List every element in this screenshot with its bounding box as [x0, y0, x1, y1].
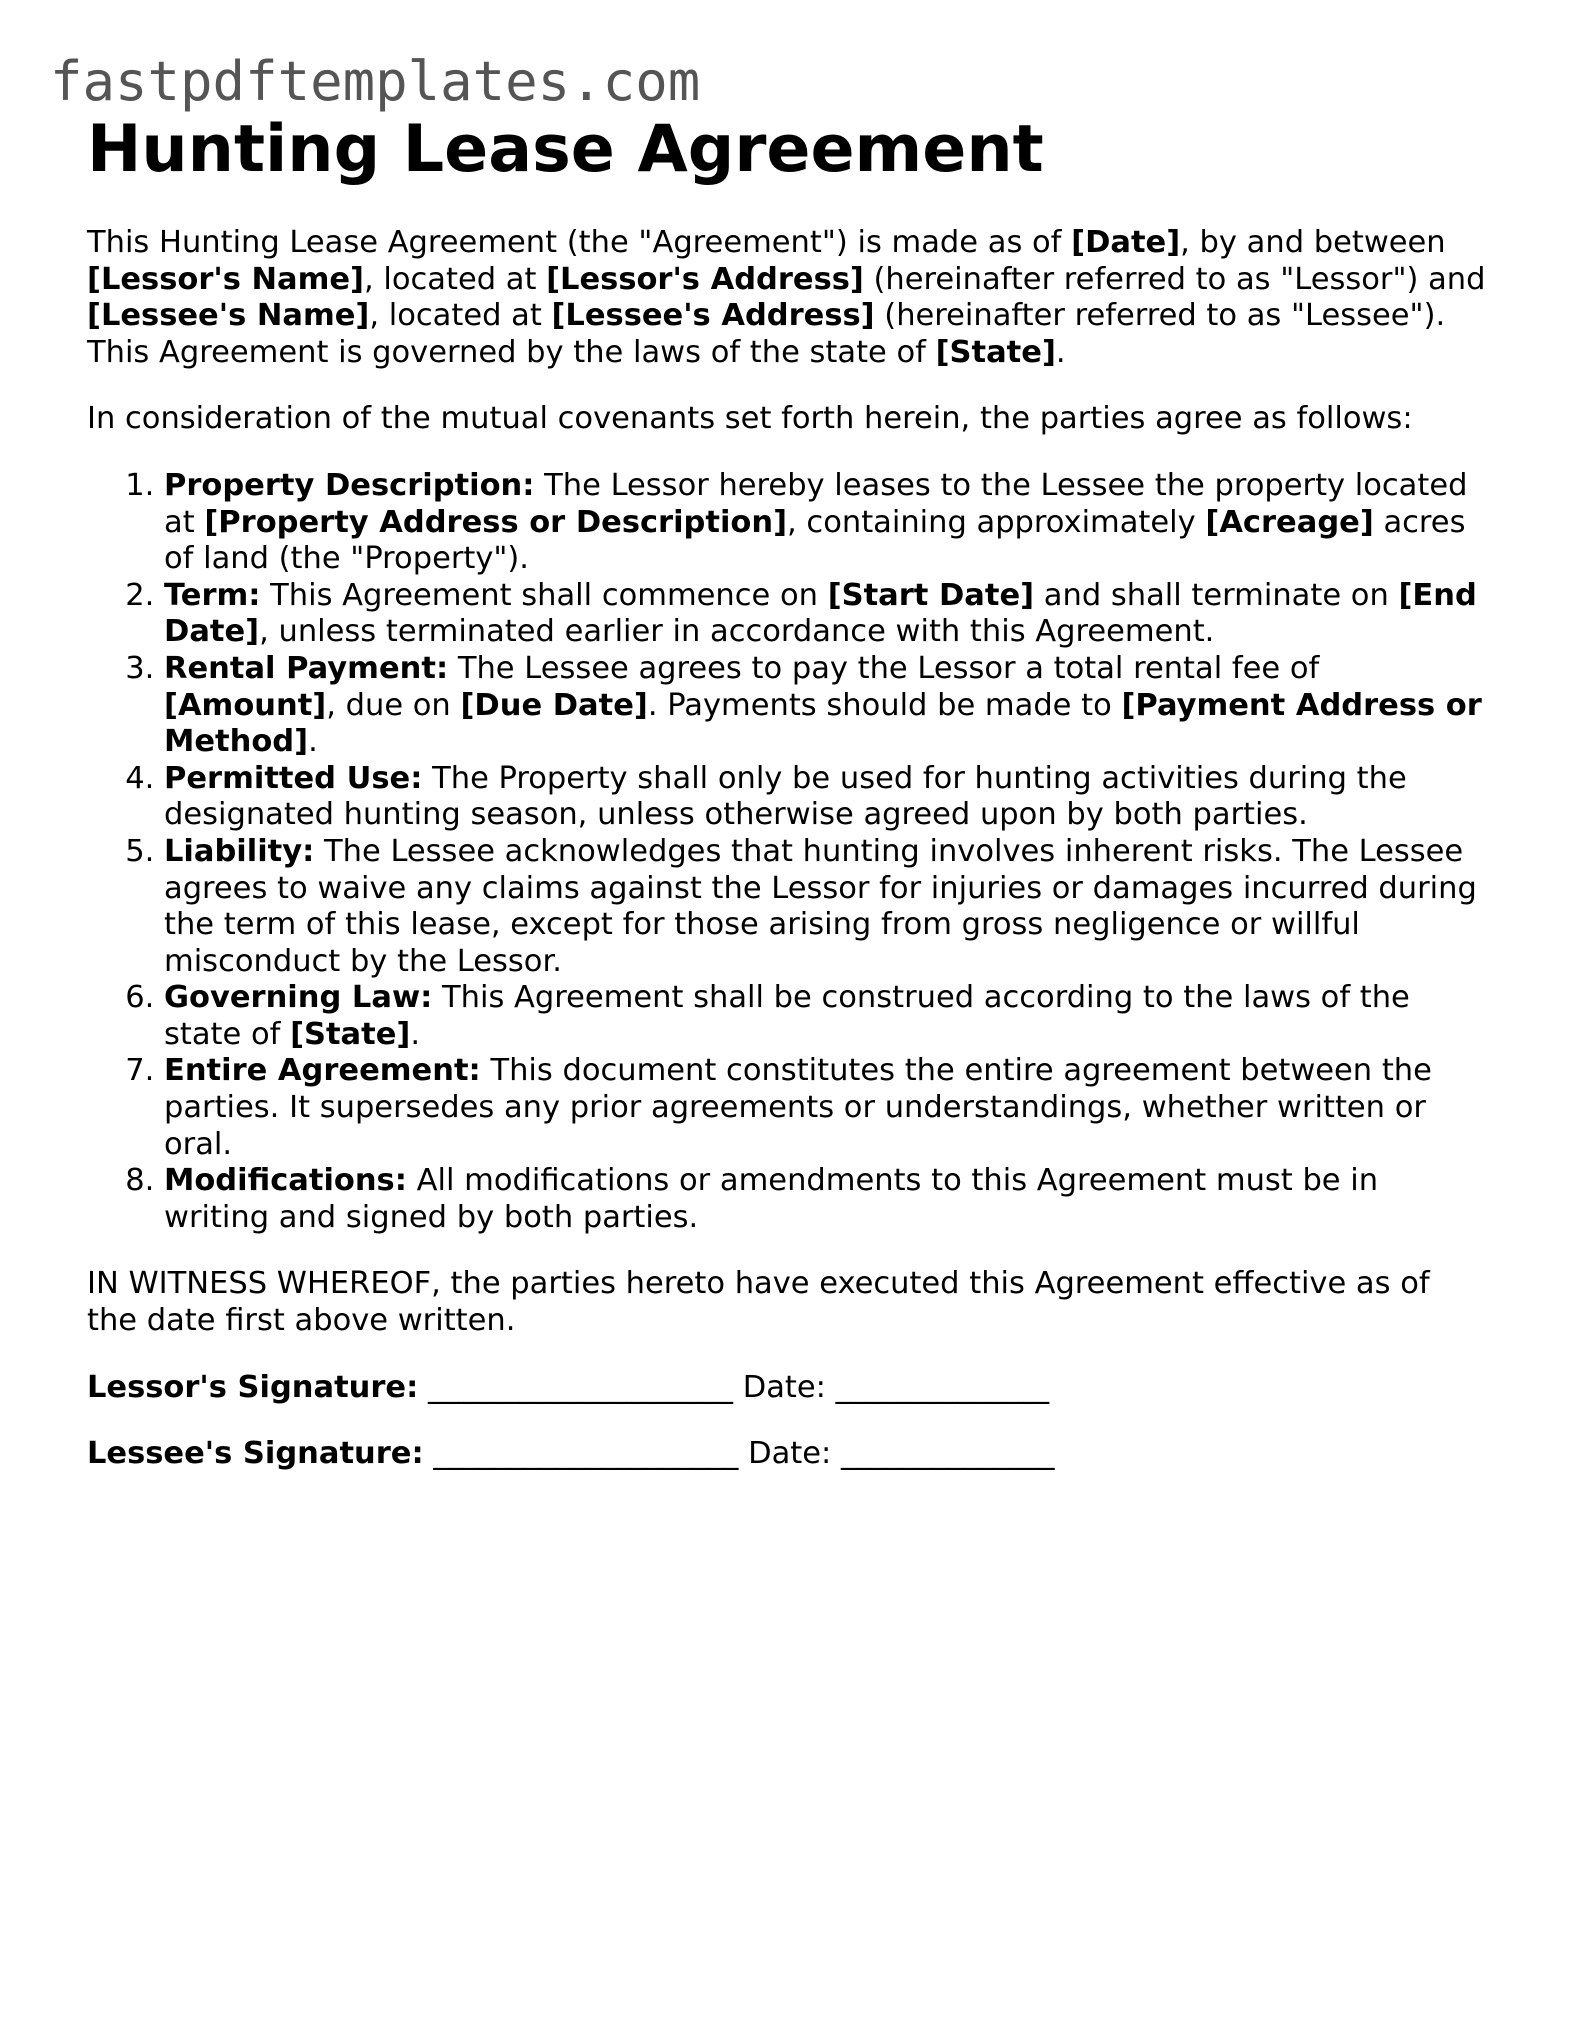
- intro-text: , located at: [364, 261, 547, 297]
- property-address-placeholder: [Property Address or Description]: [204, 504, 788, 540]
- lessor-signature-line: [87, 1370, 1487, 1407]
- intro-paragraph: [87, 225, 1487, 371]
- term-text: . Payments should be made to: [647, 687, 1122, 723]
- lessor-signature-label: Lessor's Signature:: [87, 1369, 419, 1405]
- intro-text: .: [1055, 334, 1066, 370]
- state-placeholder: [State]: [935, 334, 1056, 370]
- term-text: This document constitutes the entire agreement between the parties. It supersedes any prior agreements or understandings, whether written or oral.: [164, 1053, 1432, 1162]
- agreement-date-placeholder: [Date]: [1071, 225, 1181, 260]
- term-text: acres of land (the "Property").: [164, 504, 1466, 577]
- lessor-name-placeholder: [Lessor's Name]: [87, 261, 364, 297]
- intro-text: (hereinafter referred to as "Lessor") and: [863, 261, 1486, 297]
- term-item-term: [164, 578, 1487, 651]
- term-text: .: [410, 1016, 421, 1052]
- intro-text: This Hunting Lease Agreement (the "Agreement") is made as of: [87, 225, 1072, 260]
- start-date-placeholder: [Start Date]: [827, 577, 1035, 613]
- lessee-signature-field[interactable]: ____________________ Date: ______________: [423, 1436, 1055, 1472]
- intro-text: , by and between: [1180, 225, 1446, 260]
- term-heading: Entire Agreement:: [164, 1053, 481, 1089]
- term-heading: Rental Payment:: [164, 650, 449, 686]
- term-text: and shall terminate on: [1034, 577, 1399, 613]
- lessee-signature-label: Lessee's Signature:: [87, 1436, 424, 1472]
- term-heading: Modifications:: [164, 1163, 407, 1199]
- term-item-rental: [164, 651, 1487, 761]
- term-heading: Liability:: [164, 833, 315, 869]
- state-placeholder: [State]: [290, 1016, 411, 1052]
- document-title: Hunting Lease Agreement: [87, 112, 1044, 187]
- lessor-signature-field[interactable]: ____________________ Date: ______________: [418, 1369, 1050, 1405]
- term-text: , unless terminated earlier in accordance with this Agreement.: [259, 614, 1215, 650]
- lessor-address-placeholder: [Lessor's Address]: [546, 261, 864, 297]
- term-text: , containing approximately: [787, 504, 1206, 540]
- document-body: [87, 225, 1487, 1503]
- term-text: The Lessee acknowledges that hunting involves inherent risks. The Lessee agrees to waive any claims against the Lessor for injuries or damages incurred during the term of this lease, except for those arising from gross negligence or willful misconduct by the Lessor.: [164, 833, 1477, 979]
- term-item-property: [164, 468, 1487, 578]
- term-heading: Term:: [164, 577, 261, 613]
- payment-method-placeholder: [Payment Address or Method]: [164, 687, 1482, 760]
- acreage-placeholder: [Acreage]: [1205, 504, 1374, 540]
- lessee-signature-line: [87, 1436, 1487, 1473]
- term-text: .: [308, 724, 318, 760]
- consideration-paragraph: In consideration of the mutual covenants set forth herein, the parties agree as follows:: [87, 401, 1413, 437]
- term-text: The Property shall only be used for hunting activities during the designated hunting season, unless otherwise agreed upon by both parties.: [164, 760, 1407, 833]
- witness-paragraph: IN WITNESS WHEREOF, the parties hereto have executed this Agreement effective as of the date first above written.: [87, 1266, 1430, 1339]
- lessee-address-placeholder: [Lessee's Address]: [551, 298, 875, 334]
- term-text: The Lessor hereby leases to the Lessee the property located at: [164, 467, 1468, 540]
- term-item-use: [164, 761, 1487, 834]
- term-item-liability: [164, 834, 1487, 980]
- term-item-modifications: [164, 1163, 1487, 1236]
- term-item-entire: [164, 1053, 1487, 1163]
- intro-text: (hereinafter referred to as "Lessee"). This Agreement is governed by the laws of the state of: [87, 298, 1446, 370]
- term-text: This Agreement shall be construed according to the laws of the state of: [164, 980, 1410, 1052]
- term-heading: Property Description:: [164, 467, 535, 503]
- term-heading: Governing Law:: [164, 980, 433, 1016]
- intro-text: , located at: [369, 298, 552, 334]
- end-date-placeholder: [End Date]: [164, 577, 1477, 650]
- term-text: , due on: [326, 687, 461, 723]
- term-text: This Agreement shall commence on: [260, 577, 828, 613]
- term-item-law: [164, 980, 1487, 1053]
- amount-placeholder: [Amount]: [164, 687, 327, 723]
- terms-list: [87, 468, 1487, 1236]
- term-text: The Lessee agrees to pay the Lessor a total rental fee of: [448, 650, 1320, 686]
- watermark: fastpdftemplates.com: [50, 50, 701, 113]
- term-text: All modifications or amendments to this Agreement must be in writing and signed by both parties.: [164, 1163, 1379, 1235]
- term-heading: Permitted Use:: [164, 760, 423, 796]
- due-date-placeholder: [Due Date]: [460, 687, 648, 723]
- lessee-name-placeholder: [Lessee's Name]: [87, 298, 370, 334]
